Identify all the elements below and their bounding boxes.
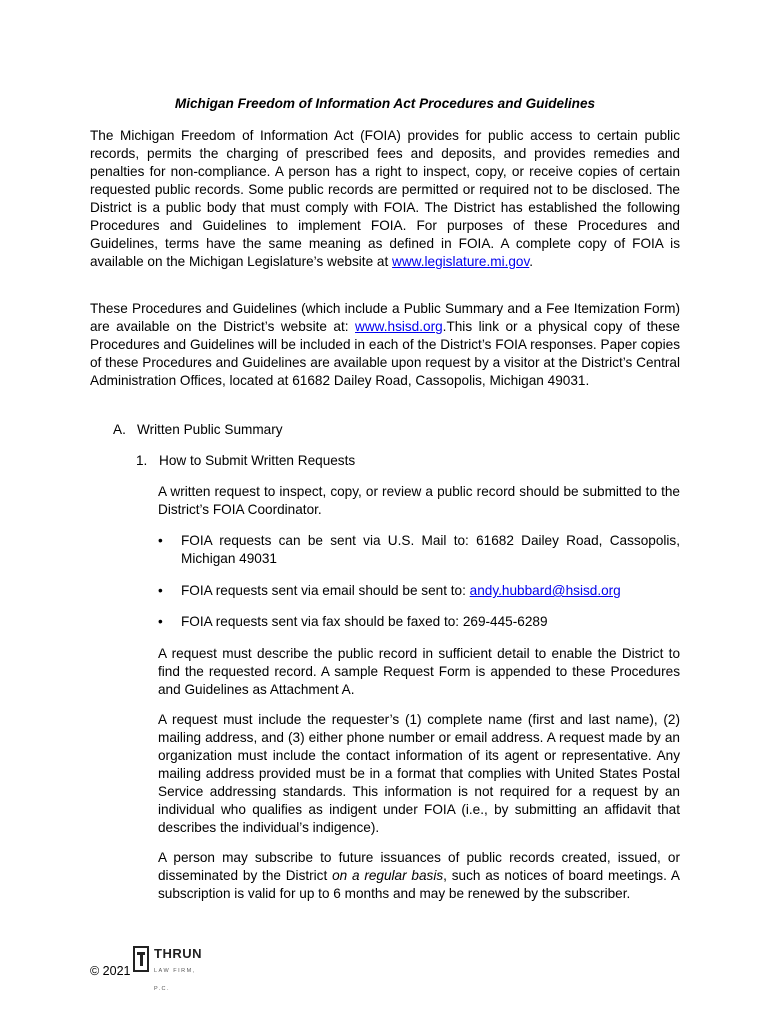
bullet-icon: • <box>158 614 163 629</box>
logo-subtitle: LAW FIRM, P.C. <box>154 968 196 992</box>
section-a-heading <box>113 421 283 439</box>
bullet-email-text <box>181 582 680 600</box>
bullet-fax <box>158 613 680 631</box>
bullet-email <box>158 582 680 600</box>
logo-name: THRUN <box>154 946 202 961</box>
section-a-title: Written Public Summary <box>137 422 283 437</box>
availability-text-end: .This link or a physical copy of these Procedures and Guidelines will be included in each of the District’s FOIA responses. Paper copies of these Procedures and Guidelines are available upon request by a visitor at the District’s Central Administration Offices, located at 61682 Dailey Road, Cassopolis, Michigan 49031. <box>90 319 680 388</box>
bullet-mail <box>158 532 680 568</box>
intro-text: The Michigan Freedom of Information Act (FOIA) provides for public access to certain public records, permits the charging of prescribed fees and deposits, and provides remedies and penalties for non-compliance. A person has a right to inspect, copy, or receive copies of certain requested public records. Some public records are permitted or required not to be disclosed. The District is a public body that must comply with FOIA. The District has established the following Procedures and Guidelines to implement FOIA. For purposes of these Procedures and Guidelines, terms have the same meaning as defined in FOIA. A complete copy of FOIA is available on the Michigan Legislature’s website at <box>90 128 680 269</box>
intro-paragraph <box>90 127 680 271</box>
intro-text-end: . <box>529 254 534 269</box>
bullet-icon: • <box>158 583 163 598</box>
document-title: Michigan Freedom of Information Act Procedures and Guidelines <box>174 96 596 111</box>
bullet-icon: • <box>158 533 163 548</box>
subscribe-italic: on a regular basis <box>332 868 444 883</box>
subscribe-paragraph <box>158 849 680 903</box>
email-link[interactable]: andy.hubbard@hsisd.org <box>469 583 621 598</box>
bullet-fax-text: FOIA requests sent via fax should be faxed to: 269-445-6289 <box>181 614 548 629</box>
bullet-mail-text: FOIA requests can be sent via U.S. Mail to: 61682 Dailey Road, Cassopolis, Michigan 49031 <box>181 533 680 566</box>
hsisd-link[interactable]: www.hsisd.org <box>355 319 443 334</box>
item-1-label: 1. <box>136 453 148 468</box>
thrun-logo <box>133 946 213 992</box>
item-1-heading <box>136 452 355 470</box>
copyright-text: © 2021 <box>90 964 131 978</box>
legislature-link[interactable]: www.legislature.mi.gov <box>392 254 530 269</box>
subscribe-text-end: , such as notices of board meetings. A subscription is valid for up to 6 months and may be renewed by the subscriber. <box>158 868 680 901</box>
item-1-title: How to Submit Written Requests <box>159 453 356 468</box>
availability-paragraph <box>90 300 680 390</box>
email-prefix: FOIA requests sent via email should be sent to: <box>181 583 470 598</box>
describe-paragraph: A request must describe the public record in sufficient detail to enable the District to find the requested record. A sample Request Form is appended to these Procedures and Guidelines as Attachment A. <box>158 646 680 697</box>
thrun-logo-icon <box>133 946 149 972</box>
submit-paragraph: A written request to inspect, copy, or review a public record should be submitted to the District’s FOIA Coordinator. <box>158 484 680 517</box>
availability-text: These Procedures and Guidelines (which include a Public Summary and a Fee Itemization Form) are available on the District’s website at: <box>90 301 680 334</box>
subscribe-text: A person may subscribe to future issuances of public records created, issued, or disseminated by the District <box>158 850 680 883</box>
include-paragraph: A request must include the requester’s (1) complete name (first and last name), (2) mailing address, and (3) either phone number or email address. A request made by an organization must include the contact information of its agent or representative. Any mailing address provided must be in a format that complies with United States Postal Service addressing standards. This information is not required for a request by an individual who qualifies as indigent under FOIA (i.e., by submitting an affidavit that describes the individual’s indigence). <box>158 712 680 835</box>
section-a-label: A. <box>113 422 126 437</box>
